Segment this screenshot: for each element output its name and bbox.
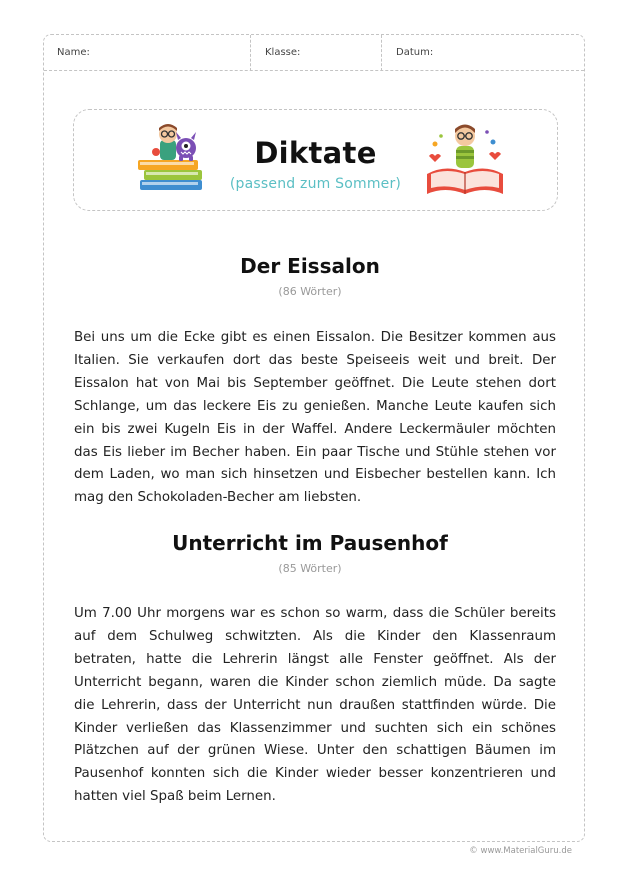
story-1-text: Bei uns um die Ecke gibt es einen Eissalon. Die Besitzer kommen aus Italien. Sie verkaufen dort das beste Speiseeis weit und breit. Der Eissalon hat von Mai bis September geöffnet. Die Leute stehen dort Schlange, um das leckere Eis zu genießen. Manche Leute kaufen sich ein bis zwei Kugeln Eis in der Waffel. Andere Leckermäuler möchten das Eis lieber im Becher haben. Ein paar Tische und Stühle stehen vor dem Laden, wo man sich hinsetzen und Eisbecher bestellen kann. Ich mag den Schokoladen-Becher am liebsten. (74, 330, 556, 506)
student-info-row (44, 35, 584, 71)
story-2-text: Um 7.00 Uhr morgens war es schon so warm, dass die Schüler bereits auf dem Schulweg schwitzten. Als die Kinder den Klassenraum betraten, hatte die Lehrerin längst alle Fenster geöffnet. Als der Unterricht begann, waren die Kinder schon ziemlich müde. Da sagte die Lehrerin, dass der Unterricht nun draußen stattfinden würde. Die Kinder verließen das Klassenzimmer und suchten sich ein schönes Plätzchen auf der grünen Wiese. Unter den schattigen Bäumen im Pausenhof konnten sich die Kinder wieder besser konzentrieren und hatten viel Spaß beim Lernen. (74, 606, 556, 805)
datum-label: Datum: (396, 47, 434, 58)
title-box (73, 109, 558, 211)
main-subtitle: (passend zum Sommer) (229, 176, 402, 192)
story-1-title: Der Eissalon (240, 254, 380, 278)
story-1-word-count: (86 Wörter) (278, 285, 342, 298)
klasse-field[interactable] (250, 35, 381, 71)
open-book-boy-icon (423, 122, 507, 198)
copyright-footer: © www.MaterialGuru.de (469, 846, 572, 856)
klasse-label: Klasse: (265, 47, 301, 58)
story-2-word-count: (85 Wörter) (278, 562, 342, 575)
story-2-title: Unterricht im Pausenhof (172, 531, 448, 555)
main-title: Diktate (254, 136, 377, 170)
name-label: Name: (57, 47, 90, 58)
name-field[interactable] (44, 35, 250, 71)
datum-field[interactable] (381, 35, 586, 71)
